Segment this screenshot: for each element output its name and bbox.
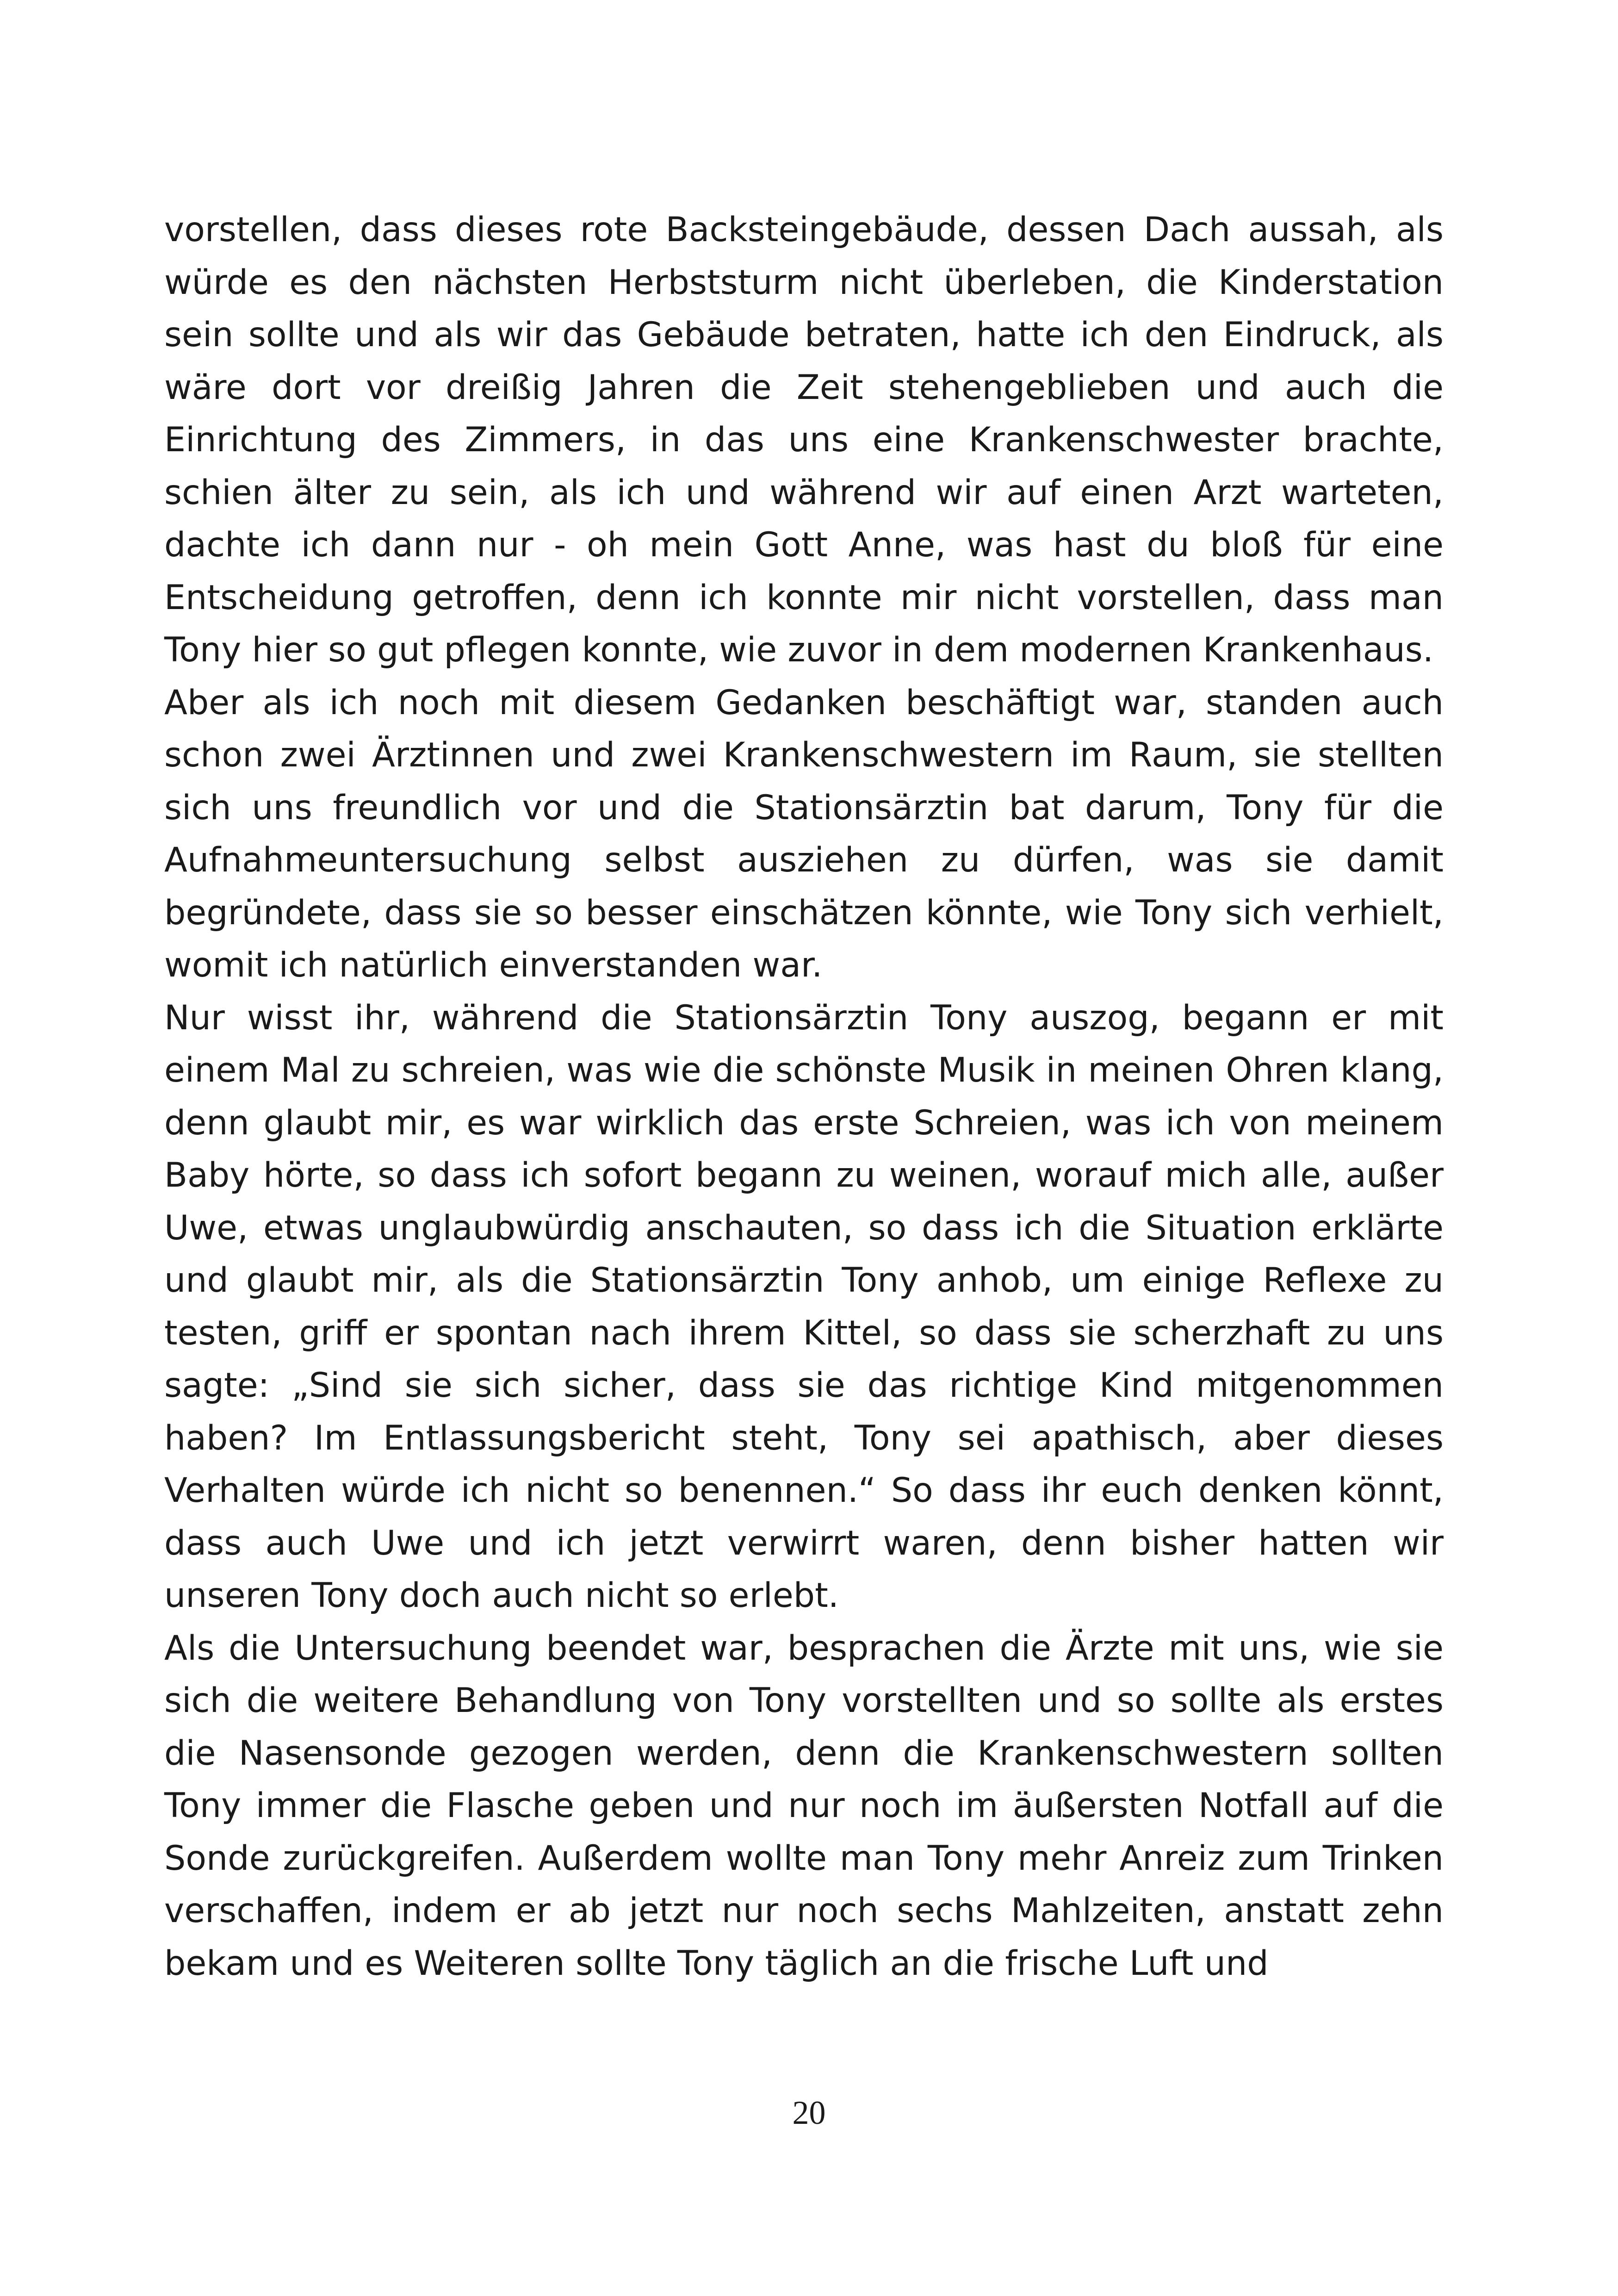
paragraph: Aber als ich noch mit diesem Gedanken beschäftigt war, standen auch schon zwei Ärztinnen und zwei Krankenschwestern im Raum, sie stellten sich uns freundlich vor und die Stationsärztin bat darum, Tony für die Aufnahmeuntersuchung selbst ausziehen zu dürfen, was sie damit begründete, dass sie so besser einschätzen könnte, wie Tony sich verhielt, womit ich natürlich einverstanden war. <box>164 683 1444 985</box>
paragraph: Als die Untersuchung beendet war, besprachen die Ärzte mit uns, wie sie sich die weitere Behandlung von Tony vorstellten und so sollte als erstes die Nasensonde gezogen werden, denn die Krankenschwestern sollten Tony immer die Flasche geben und nur noch im äußersten Notfall auf die Sonde zurückgreifen. Außerdem wollte man Tony mehr Anreiz zum Trinken verschaffen, indem er ab jetzt nur noch sechs Mahlzeiten, anstatt zehn bekam und es Weiteren sollte Tony täglich an die frische Luft und <box>164 1628 1444 1983</box>
page-number: 20 <box>792 2094 826 2131</box>
body-text <box>164 204 1444 1990</box>
paragraph: vorstellen, dass dieses rote Backsteingebäude, dessen Dach aussah, als würde es den nächsten Herbststurm nicht überleben, die Kinderstation sein sollte und als wir das Gebäude betraten, hatte ich den Eindruck, als wäre dort vor dreißig Jahren die Zeit stehengeblieben und auch die Einrichtung des Zimmers, in das uns eine Krankenschwester brachte, schien älter zu sein, als ich und während wir auf einen Arzt warteten, dachte ich dann nur - oh mein Gott Anne, was hast du bloß für eine Entscheidung getroffen, denn ich konnte mir nicht vorstellen, dass man Tony hier so gut pflegen konnte, wie zuvor in dem modernen Krankenhaus. <box>164 210 1444 670</box>
paragraph: Nur wisst ihr, während die Stationsärztin Tony auszog, begann er mit einem Mal zu schreien, was wie die schönste Musik in meinen Ohren klang, denn glaubt mir, es war wirklich das erste Schreien, was ich von meinem Baby hörte, so dass ich sofort begann zu weinen, worauf mich alle, außer Uwe, etwas unglaubwürdig anschauten, so dass ich die Situation erklärte und glaubt mir, als die Stationsärztin Tony anhob, um einige Reflexe zu testen, griff er spontan nach ihrem Kittel, so dass sie scherzhaft zu uns sagte: „Sind sie sich sicher, dass sie das richtige Kind mitgenommen haben? Im Entlassungsbericht steht, Tony sei apathisch, aber dieses Verhalten würde ich nicht so benennen.“ So dass ihr euch denken könnt, dass auch Uwe und ich jetzt verwirrt waren, denn bisher hatten wir unseren Tony doch auch nicht so erlebt. <box>164 998 1444 1615</box>
